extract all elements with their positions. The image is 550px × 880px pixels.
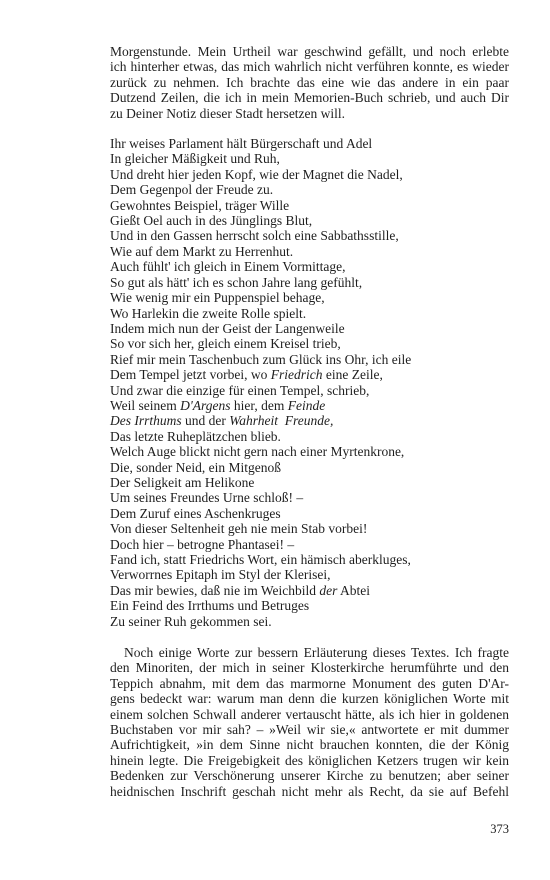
poem-emphasis: Wahrheit Freunde, <box>229 413 334 429</box>
closing-paragraph <box>110 645 509 799</box>
poem-emphasis: Des Irrthums <box>110 413 182 429</box>
text-line: hinein legte. Die Freigebigkeit des königlichen Ketzers trugen wir kein <box>110 752 509 768</box>
poem-line: Gewohntes Beispiel, träger Wille <box>110 197 290 213</box>
poem-line: Und zwar die einzige für einen Tempel, schrieb, <box>110 382 370 398</box>
poem-emphasis: Feinde <box>287 397 326 413</box>
page-number: 373 <box>490 822 509 836</box>
text-line: Morgenstunde. Mein Urtheil war geschwind gefällt, und noch erlebte <box>110 44 509 59</box>
poem-line: Welch Auge blickt nicht gern nach einer Myrtenkrone, <box>110 444 405 460</box>
text-line: zurück zu nehmen. Ich brachte das eine wie das andere in ein paar <box>110 74 509 90</box>
text-line: zu Deiner Notiz dieser Stadt hersetzen will. <box>110 105 346 121</box>
text-line: den Minoriten, der mich in seiner Klosterkirche herumführte und den <box>110 660 509 676</box>
text-line: Bedenken zur Verschönerung unserer Kirche zu benutzen; aber seiner <box>110 768 509 784</box>
poem-line: Doch hier – betrogne Phantasei! – <box>110 536 295 552</box>
poem-text: und der <box>181 413 230 429</box>
poem-emphasis: D'Argens <box>180 397 231 413</box>
poem-text: eine Zeile, <box>322 367 383 383</box>
poem-line: Das letzte Ruheplätzchen blieb. <box>110 428 281 444</box>
text-line: Teppich abnahm, mit dem das marmorne Monument des guten D'Ar- <box>110 675 509 691</box>
poem-line: Dem Zuruf eines Aschenkruges <box>110 505 281 521</box>
poem-line: So gut als hätt' ich es schon Jahre lang gefühlt, <box>110 274 363 290</box>
poem-text: Das mir bewies, daß nie im Weichbild <box>110 582 320 598</box>
poem-line: Ein Feind des Irrthums und Betruges <box>110 598 310 614</box>
poem-line: Indem mich nun der Geist der Langenweile <box>110 320 345 336</box>
text-line: einem solchen Schwall anderer vertauscht hätte, als ich hier in goldenen <box>110 706 509 722</box>
poem-line: Wie auf dem Markt zu Herrenhut. <box>110 243 294 259</box>
poem-line: Von dieser Seltenheit geh nie mein Stab vorbei! <box>110 521 368 537</box>
poem-line: Und dreht hier jeden Kopf, wie der Magnet die Nadel, <box>110 166 403 182</box>
poem-text: Abtei <box>337 582 370 598</box>
poem-text: Weil seinem <box>110 397 181 413</box>
poem-line: Rief mir mein Taschenbuch zum Glück ins Ohr, ich eile <box>110 351 412 367</box>
text-line: Noch einige Worte zur bessern Erläuterung dieses Textes. Ich fragte <box>124 645 509 661</box>
poem-line <box>110 398 509 413</box>
text-line: gens bedeckt war: warum man denn die kurzen königlichen Worte mit <box>110 691 509 707</box>
intro-paragraph <box>110 44 509 121</box>
poem-line: Gießt Oel auch in des Jünglings Blut, <box>110 213 313 229</box>
text-line: Aufrichtigkeit, »in dem Sinne nicht brauchen konnten, die der König <box>110 737 509 753</box>
text-line: ich hinterher etwas, das mich wahrlich nicht verführen konnte, es wieder <box>110 59 509 75</box>
text-line: Buchstaben vor mir sah? – »Weil wir sie,« antwortete er mit dummer <box>110 722 509 738</box>
poem-line: Der Seligkeit am Helikone <box>110 474 255 490</box>
text-line: heidnischen Inschrift geschah nicht mehr als Recht, da sie auf Befehl <box>110 783 509 799</box>
poem <box>110 136 509 629</box>
poem-text: hier, dem <box>230 397 288 413</box>
poem-line: Wie wenig mir ein Puppenspiel behage, <box>110 290 325 306</box>
poem-line: Und in den Gassen herrscht solch eine Sabbathsstille, <box>110 228 399 244</box>
poem-line <box>110 367 509 382</box>
poem-line: Verworrnes Epitaph im Styl der Klerisei, <box>110 567 331 583</box>
text-line: Dutzend Zeilen, die ich in mein Memorien-Buch schrieb, und auch Dir <box>110 90 509 106</box>
poem-line: Auch fühlt' ich gleich in Einem Vormittage, <box>110 259 346 275</box>
poem-line: Zu seiner Ruh gekommen sei. <box>110 613 272 629</box>
poem-line: Fand ich, statt Friedrichs Wort, ein hämisch aberkluges, <box>110 552 411 567</box>
poem-emphasis: der <box>319 582 338 598</box>
poem-line: So vor sich her, gleich einem Kreisel trieb, <box>110 336 341 352</box>
poem-line <box>110 413 509 428</box>
poem-line: Dem Gegenpol der Freude zu. <box>110 182 274 198</box>
poem-line: Die, sonder Neid, ein Mitgenoß <box>110 459 281 475</box>
poem-line: Ihr weises Parlament hält Bürgerschaft und Adel <box>110 136 373 152</box>
poem-line: Um seines Freundes Urne schloß! – <box>110 490 304 506</box>
poem-text: Dem Tempel jetzt vorbei, wo <box>110 367 271 383</box>
poem-emphasis: Friedrich <box>270 367 323 383</box>
poem-line: Wo Harlekin die zweite Rolle spielt. <box>110 305 307 321</box>
poem-line: In gleicher Mäßigkeit und Ruh, <box>110 151 280 167</box>
poem-line <box>110 583 509 598</box>
page-body <box>110 44 509 799</box>
